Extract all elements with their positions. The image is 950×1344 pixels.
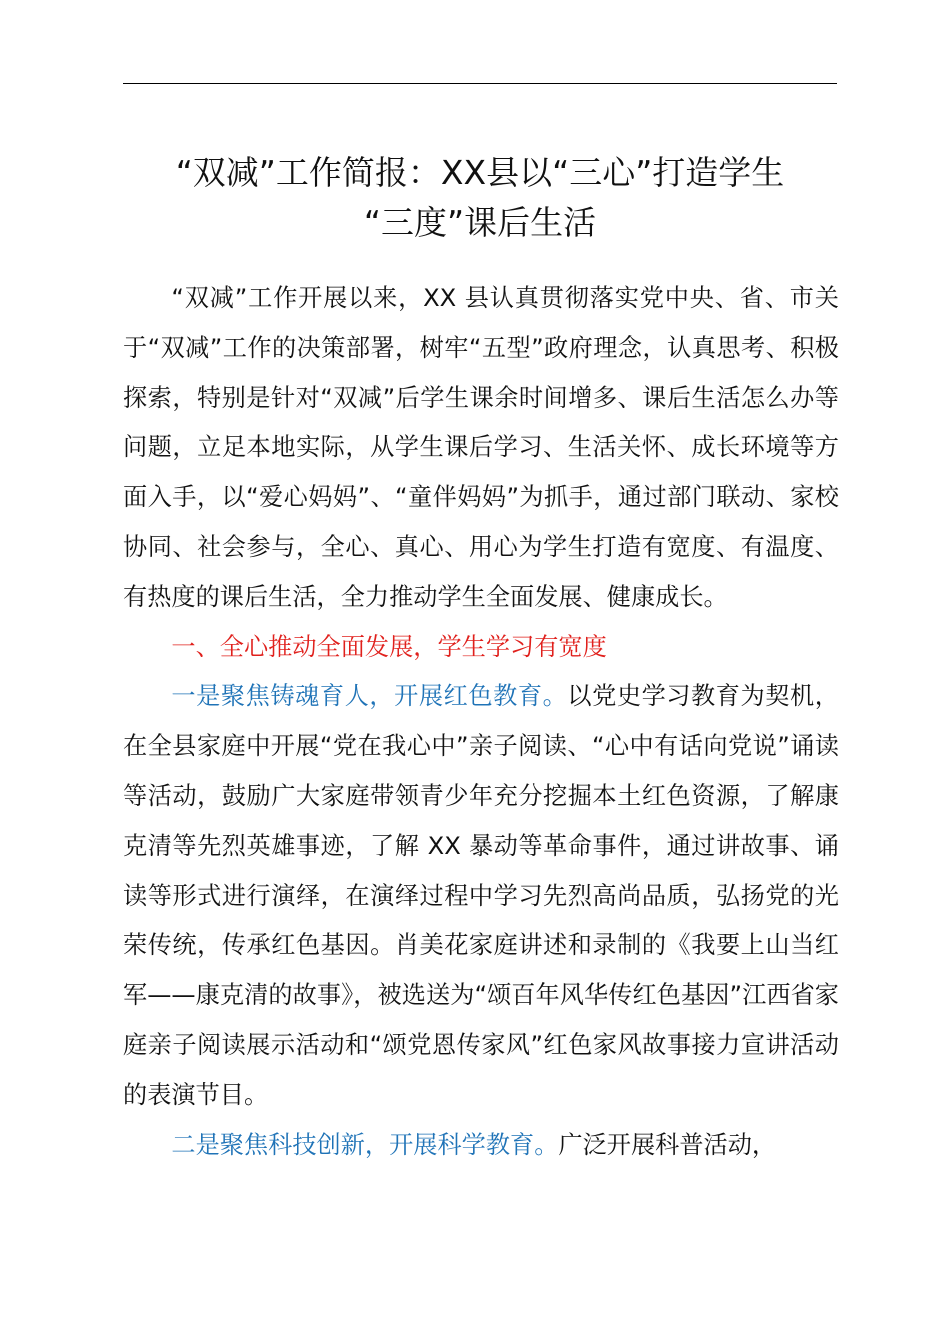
document-title <box>110 148 850 248</box>
item-text-2: 广泛开展科普活动， <box>558 1130 777 1159</box>
item-text-1: 以党史学习教育为契机，在全县家庭中开展“党在我心中”亲子阅读、“心中有话向党说”诵读等活动，鼓励广大家庭带领青少年充分挖掘本土红色资源，了解康克清等先烈英雄事迹，了解 XX 暴动等革命事件，通过讲故事、诵读等形式进行演绎，在演绎过程中学习先烈高尚品质，弘扬党的光荣传统，传承红色基因。肖美花家庭讲述和录制的《我要上山当红军——康克清的故事》，被选送为“颂百年风华传红色基因”江西省家庭亲子阅读展示活动和“颂党恩传家风”红色家风故事接力宣讲活动的表演节目。 <box>123 682 839 1109</box>
header-rule <box>123 83 837 84</box>
title-line-2: “三度”课后生活 <box>363 203 597 242</box>
item-paragraph-2 <box>123 1121 839 1171</box>
item-lead-1: 一是聚焦铸魂育人，开展红色教育。 <box>171 682 568 711</box>
section-heading-1: 一、全心推动全面发展，学生学习有宽度 <box>171 632 607 661</box>
item-lead-2: 二是聚焦科技创新，开展科学教育。 <box>171 1130 559 1159</box>
item-paragraph-1 <box>123 672 839 1120</box>
document-body <box>123 274 839 1170</box>
intro-paragraph: “双减”工作开展以来，XX 县认真贯彻落实党中央、省、市关于“双减”工作的决策部署，树牢“五型”政府理念，认真思考、积极探索，特别是针对“双减”后学生课余时间增多、课后生活怎么办等问题，立足本地实际，从学生课后学习、生活关怀、成长环境等方面入手，以“爱心妈妈”、“童伴妈妈”为抓手，通过部门联动、家校协同、社会参与，全心、真心、用心为学生打造有宽度、有温度、有热度的课后生活，全力推动学生全面发展、健康成长。 <box>123 284 839 611</box>
title-line-1: “双减”工作简报：XX县以“三心”打造学生 <box>175 153 785 192</box>
